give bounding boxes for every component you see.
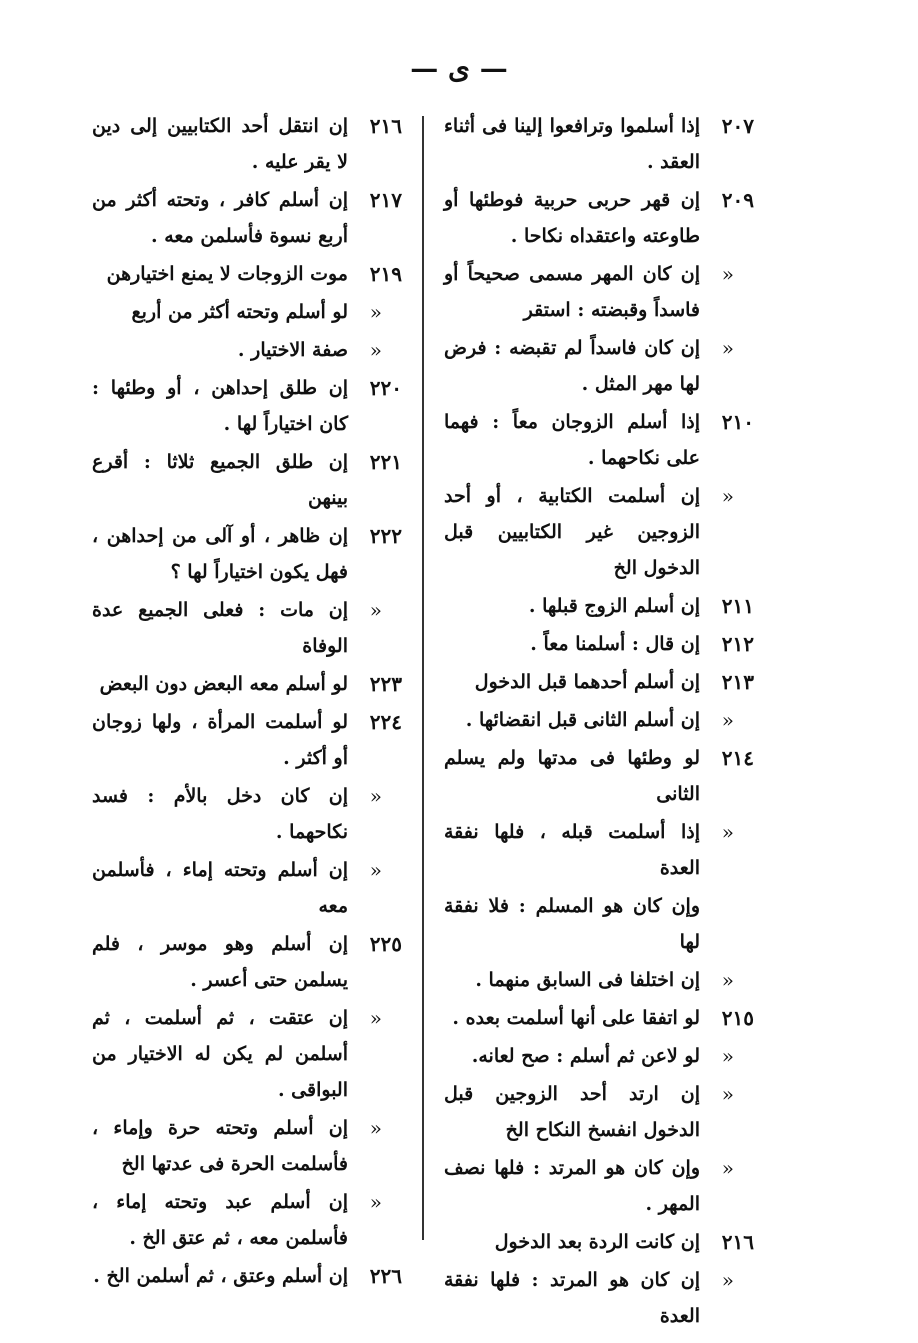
index-entry <box>444 1262 754 1334</box>
index-entry <box>444 702 754 738</box>
page-number: ٢٢٦ <box>369 1264 402 1288</box>
page-number <box>700 888 754 960</box>
index-entry <box>92 778 402 850</box>
index-entry <box>92 256 402 292</box>
ditto-mark: « <box>369 338 382 362</box>
entry-text: لو أسلم وتحته أكثر من أربع <box>131 301 348 323</box>
ditto-mark: « <box>721 820 734 844</box>
index-entry <box>92 1110 402 1182</box>
entry-text: إن ظاهر ، أو آلى من إحداهن ، فهل يكون اختياراً لها ؟ <box>92 525 348 583</box>
index-entry <box>92 704 402 776</box>
ditto-mark: « <box>721 484 734 508</box>
index-entry <box>92 1184 402 1256</box>
index-entry <box>444 1076 754 1148</box>
index-entry <box>92 370 402 442</box>
entry-text: إن ارتد أحد الزوجين قبل الدخول انفسخ النكاح الخ <box>444 1083 700 1141</box>
ditto-mark: « <box>369 1116 382 1140</box>
entry-text: وإن كان هو المسلم : فلا نفقة لها <box>444 895 700 953</box>
entry-text: إن أسلم الثانى قبل انقضائها . <box>465 709 700 731</box>
index-entry <box>444 962 754 998</box>
entry-text: إن أسلم وهو موسر ، فلم يسلمن حتى أعسر . <box>92 933 348 991</box>
right-column <box>438 108 760 1327</box>
index-entry <box>444 1038 754 1074</box>
entry-text: إن كان المهر مسمى صحيحاً أو فاسداً وقبضته : استقر <box>444 263 700 321</box>
entry-text: لو وطئها فى مدتها ولم يسلم الثانى <box>444 747 700 805</box>
page-number: ٢١٢ <box>721 632 754 656</box>
index-entry <box>444 1224 754 1260</box>
page-number: ٢٠٧ <box>721 114 754 138</box>
entry-text: إن أسلمت الكتابية ، أو أحد الزوجين غير الكتابيين قبل الدخول الخ <box>444 485 700 579</box>
entry-text: لو لاعن ثم أسلم : صح لعانه. <box>471 1045 700 1067</box>
entry-text: إن قهر حربى حربية فوطئها أو طاوعته واعتقداه نكاحا . <box>444 189 700 247</box>
entry-text: إن اختلفا فى السابق منهما . <box>475 969 700 991</box>
index-entry <box>92 332 402 368</box>
ditto-mark: « <box>721 1082 734 1106</box>
entry-text: إن قال : أسلمنا معاً . <box>530 633 700 655</box>
index-entry <box>92 182 402 254</box>
ditto-mark: « <box>721 1044 734 1068</box>
page-number: ٢١٩ <box>369 262 402 286</box>
entry-text: إن أسلم وتحته حرة وإماء ، فأسلمت الحرة فى عدتها الخ <box>92 1117 348 1175</box>
entry-text: إن أسلم أحدهما قبل الدخول <box>474 671 700 693</box>
entry-text: لو أسلم معه البعض دون البعض <box>99 673 348 695</box>
page-number: ٢٢٣ <box>369 672 402 696</box>
ditto-mark: « <box>721 336 734 360</box>
entry-text: إن انتقل أحد الكتابيين إلى دين لا يقر عليه . <box>92 115 348 173</box>
entry-text: إن أسلم كافر ، وتحته أكثر من أربع نسوة فأسلمن معه . <box>92 189 348 247</box>
ditto-mark: « <box>721 1268 734 1292</box>
left-column <box>86 108 408 1288</box>
entry-text: إن أسلم عبد وتحته إماء ، فأسلمن معه ، ثم عتق الخ . <box>92 1191 348 1249</box>
entry-text: لو أسلمت المرأة ، ولها زوجان أو أكثر . <box>92 711 348 769</box>
entry-text: إذا أسلم الزوجان معاً : فهما على نكاحهما . <box>444 411 700 469</box>
entry-text: إن طلق الجميع ثلاثا : أقرع بينهن <box>92 451 348 509</box>
index-entry <box>92 294 402 330</box>
index-entry <box>444 888 754 960</box>
ditto-mark: « <box>369 300 382 324</box>
index-entry <box>444 108 754 180</box>
entry-text: إذا أسلمت قبله ، فلها نفقة العدة <box>444 821 700 879</box>
page-number: ٢٢٠ <box>369 376 402 400</box>
page-number: ٢١٠ <box>721 410 754 434</box>
ditto-mark: « <box>721 708 734 732</box>
index-entry <box>444 1000 754 1036</box>
entry-text: إن عتقت ، ثم أسلمت ، ثم أسلمن لم يكن له الاختيار من البواقى . <box>92 1007 348 1101</box>
entry-text: لو اتفقا على أنها أسلمت بعده . <box>452 1007 700 1029</box>
entry-text: صفة الاختيار . <box>237 339 348 361</box>
entry-text: إن مات : فعلى الجميع عدة الوفاة <box>92 599 348 657</box>
index-entry <box>92 852 402 924</box>
page-number: ٢١١ <box>721 594 754 618</box>
index-entry <box>444 256 754 328</box>
page-number: ٢١٦ <box>721 1230 754 1254</box>
column-divider <box>422 116 424 1240</box>
index-columns <box>80 108 760 1327</box>
index-entry <box>92 1000 402 1108</box>
entry-text: إن أسلم وتحته إماء ، فأسلمن معه <box>92 859 348 917</box>
index-entry <box>444 404 754 476</box>
page-number: ٢١٥ <box>721 1006 754 1030</box>
index-entry <box>92 666 402 702</box>
entry-text: إن كان فاسداً لم تقبضه : فرض لها مهر المثل . <box>444 337 700 395</box>
page-number: ٢٢٢ <box>369 524 402 548</box>
page-number: ٢٢٤ <box>369 710 402 734</box>
page-number: ٢١٦ <box>369 114 402 138</box>
page-number: ٢٢٥ <box>369 932 402 956</box>
page-number-header: — ى — <box>410 52 508 85</box>
index-entry <box>444 588 754 624</box>
entry-text: إن أسلم الزوج قبلها . <box>528 595 700 617</box>
ditto-mark: « <box>369 784 382 808</box>
page-number: ٢٠٩ <box>721 188 754 212</box>
entry-text: إن كان هو المرتد : فلها نفقة العدة <box>444 1269 700 1327</box>
index-entry <box>92 592 402 664</box>
index-entry <box>444 626 754 662</box>
index-entry <box>444 478 754 586</box>
index-entry <box>92 1258 402 1294</box>
index-entry <box>444 740 754 812</box>
index-entry <box>92 518 402 590</box>
ditto-mark: « <box>369 1006 382 1030</box>
entry-text: إن كانت الردة بعد الدخول <box>494 1231 700 1253</box>
index-entry <box>444 664 754 700</box>
entry-text: إن طلق إحداهن ، أو وطئها : كان اختياراً لها . <box>92 377 348 435</box>
page-number: ٢١٣ <box>721 670 754 694</box>
index-entry <box>444 814 754 886</box>
entry-text: إن أسلم وعتق ، ثم أسلمن الخ . <box>93 1265 348 1287</box>
entry-text: إن كان دخل بالأم : فسد نكاحهما . <box>92 785 348 843</box>
page-number: ٢١٤ <box>721 746 754 770</box>
ditto-mark: « <box>721 1156 734 1180</box>
index-entry <box>92 444 402 516</box>
index-entry <box>444 1150 754 1222</box>
index-entry <box>92 926 402 998</box>
entry-text: إذا أسلموا وترافعوا إلينا فى أثناء العقد . <box>444 115 700 173</box>
page-number: ٢٢١ <box>369 450 402 474</box>
index-entry <box>92 108 402 180</box>
ditto-mark: « <box>369 1190 382 1214</box>
entry-text: موت الزوجات لا يمنع اختيارهن <box>106 263 348 285</box>
ditto-mark: « <box>369 858 382 882</box>
index-entry <box>444 182 754 254</box>
ditto-mark: « <box>369 598 382 622</box>
page-number: ٢١٧ <box>369 188 402 212</box>
index-entry <box>444 330 754 402</box>
entry-text: وإن كان هو المرتد : فلها نصف المهر . <box>444 1157 700 1215</box>
ditto-mark: « <box>721 968 734 992</box>
ditto-mark: « <box>721 262 734 286</box>
